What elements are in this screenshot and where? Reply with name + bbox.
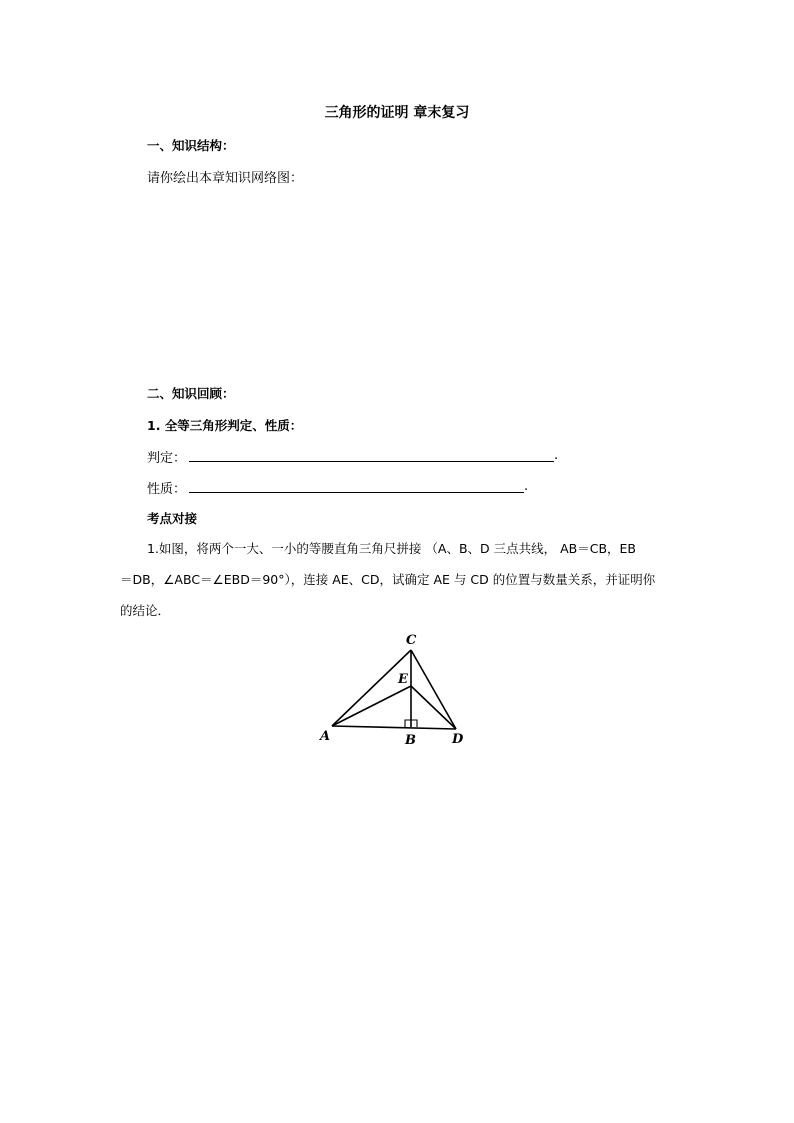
label-C: C — [406, 633, 417, 648]
triangle-figure — [310, 628, 480, 750]
segment-AC — [332, 650, 411, 726]
label-D: D — [452, 732, 464, 747]
section2-heading: 二、知识回顾： — [147, 386, 235, 401]
section1-heading: 一、知识结构： — [147, 138, 235, 153]
judgement-end: . — [554, 448, 559, 463]
page-title: 三角形的证明 章末复习 — [324, 105, 470, 121]
section1-instruction: 请你绘出本章知识网络图： — [147, 171, 304, 186]
exam-heading: 考点对接 — [147, 511, 198, 526]
property-end: . — [524, 479, 529, 494]
property-blank[interactable] — [189, 478, 524, 493]
segment-CD — [411, 650, 456, 729]
problem-line-1: 1.如图，将两个一大、一小的等腰直角三角尺拼接 （A、B、D 三点共线， AB＝CB，EB — [147, 541, 637, 556]
section2-item1: 1. 全等三角形判定、性质： — [147, 418, 303, 433]
problem-line-2: ＝DB，∠ABC＝∠EBD＝90°），连接 AE、CD，试确定 AE 与 CD 的位置与数量关系，并证明你 — [120, 572, 656, 587]
judgement-blank[interactable] — [189, 447, 554, 462]
segment-AE — [332, 686, 411, 726]
label-B: B — [405, 733, 416, 748]
label-E: E — [398, 672, 408, 687]
segment-AD — [332, 726, 456, 729]
judgement-label: 判定： — [147, 451, 187, 466]
label-A: A — [320, 729, 331, 744]
property-label: 性质： — [147, 482, 187, 497]
problem-line-3: 的结论． — [120, 603, 171, 618]
segment-ED — [411, 686, 456, 729]
